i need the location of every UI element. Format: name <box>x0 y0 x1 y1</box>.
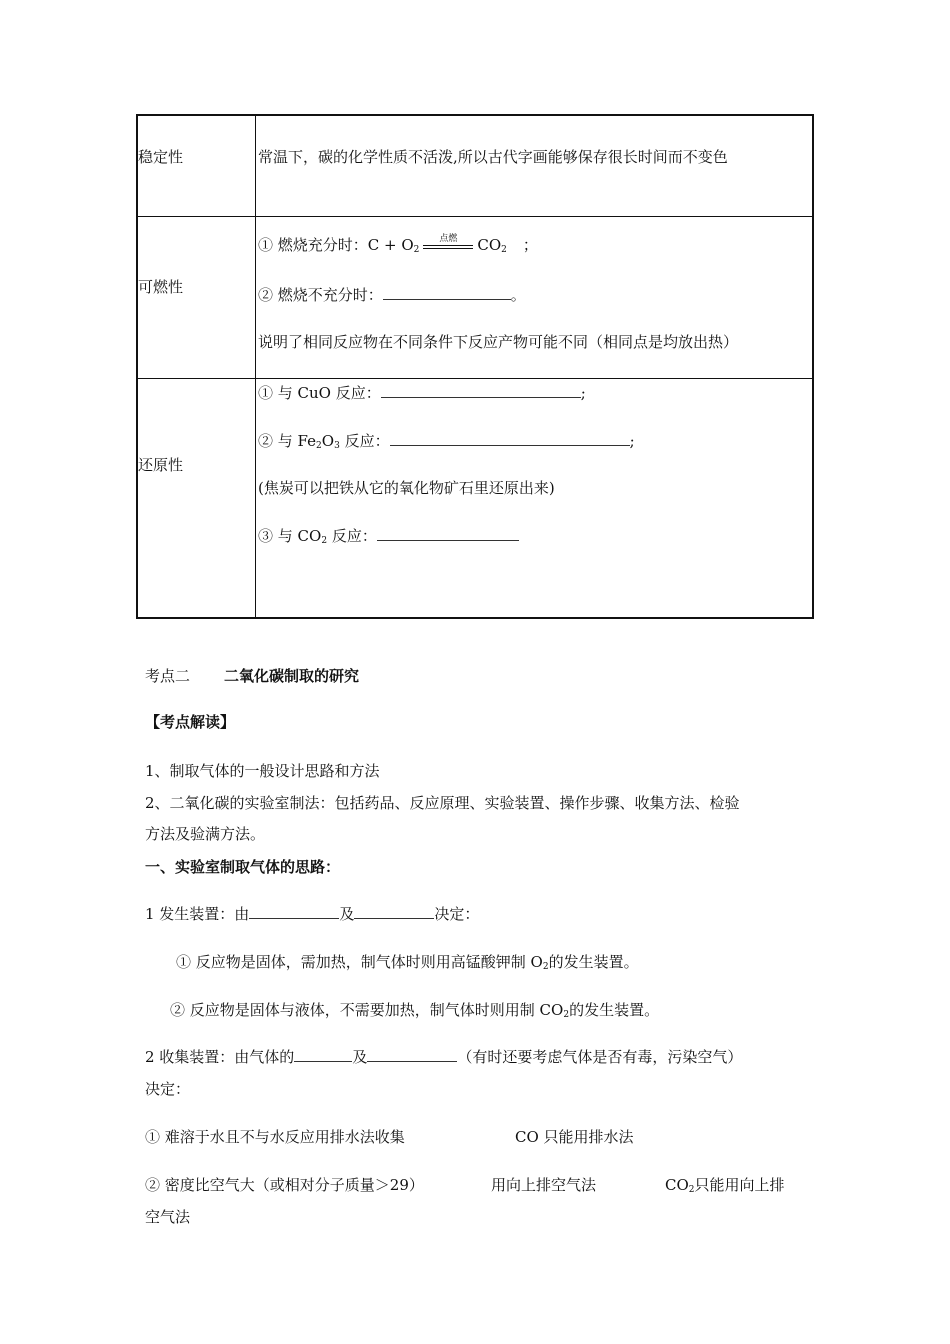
item-2-line1: 2、二氧化碳的实验室制法：包括药品、反应原理、实验装置、操作步骤、收集方法、检验 <box>145 794 740 812</box>
combustion-partial-line <box>258 284 526 305</box>
option-text: ② 反应物是固体与液体，不需要加热，制气体时则用制 CO <box>170 1001 564 1019</box>
formula-part: CO <box>665 1176 689 1194</box>
item-1: 1、制取气体的一般设计思路和方法 <box>145 762 380 780</box>
combustion-partial-text: ② 燃烧不充分时： <box>258 286 383 304</box>
connector: 决定： <box>434 905 480 923</box>
answer-blank[interactable] <box>367 1047 457 1062</box>
answer-blank[interactable] <box>377 526 519 541</box>
item-2-line2: 方法及验满方法。 <box>145 825 266 843</box>
heading-1: 一、实验室制取气体的思路： <box>145 858 341 876</box>
row-divider <box>138 216 812 217</box>
subscript: 2 <box>563 1010 570 1020</box>
answer-blank[interactable] <box>294 1047 352 1062</box>
collect-option-b-method: 用向上排空气法 <box>491 1176 597 1194</box>
reaction-arrow <box>423 234 473 255</box>
reaction-condition: 点燃 <box>439 234 458 244</box>
reaction-label: 反应： <box>339 432 390 450</box>
option-text: 的发生装置。 <box>548 953 639 971</box>
combustion-note: 说明了相同反应物在不同条件下反应产物可能不同（相同点是均放出热） <box>258 333 739 351</box>
subscript: 2 <box>321 536 328 546</box>
coke-note: (焦炭可以把铁从它的氧化物矿石里还原出来) <box>258 479 555 497</box>
row-divider <box>138 378 812 379</box>
product-formula: CO <box>477 236 502 254</box>
fasheng-text: 1 发生装置：由 <box>145 905 250 923</box>
fasheng-option-b <box>170 999 659 1020</box>
shouji-line <box>145 1046 742 1067</box>
subscript: 2 <box>413 245 420 255</box>
answer-blank[interactable] <box>354 904 434 919</box>
subscript: 2 <box>501 245 507 255</box>
kaodian-heading <box>145 665 359 686</box>
answer-blank[interactable] <box>390 431 630 446</box>
answer-blank[interactable] <box>381 383 581 398</box>
collect-option-b-line2: 空气法 <box>145 1208 191 1226</box>
column-divider <box>255 116 256 617</box>
punctuation: 。 <box>510 286 526 304</box>
subscript: 3 <box>334 441 340 451</box>
connector: 及 <box>339 905 355 923</box>
answer-blank[interactable] <box>249 904 339 919</box>
reduce-cuo-text: ① 与 CuO 反应： <box>258 384 381 402</box>
reduce-fe2o3-text: ② 与 Fe <box>258 432 317 450</box>
option-text: ① 反应物是固体，需加热，制气体时则用高锰酸钾制 O <box>176 953 543 971</box>
collect-option-a: ① 难溶于水且不与水反应用排水法收集 <box>145 1128 405 1146</box>
properties-table <box>136 114 814 619</box>
shouji-text: 2 收集装置：由气体的 <box>145 1048 295 1066</box>
property-combustibility-label: 可燃性 <box>138 278 184 296</box>
punctuation: ; <box>580 384 586 402</box>
collect-option-b-note <box>665 1174 785 1195</box>
fasheng-line <box>145 903 479 924</box>
answer-blank[interactable] <box>383 285 511 300</box>
reduce-cuo-line <box>258 382 586 403</box>
connector: 及 <box>352 1048 368 1066</box>
shouji-note: （有时还要考虑气体是否有毒，污染空气） <box>457 1048 743 1066</box>
combustion-full-line <box>258 234 538 255</box>
combustion-full-text: ① 燃烧充分时：C + O <box>258 236 414 254</box>
collect-option-b: ② 密度比空气大（或相对分子质量＞29） <box>145 1176 424 1194</box>
subscript: 2 <box>542 962 549 972</box>
kaodian-jiedu: 【考点解读】 <box>145 713 236 731</box>
stability-description: 常温下，碳的化学性质不活泼,所以古代字画能够保存很长时间而不变色 <box>258 148 728 166</box>
fasheng-option-a <box>176 951 639 972</box>
punctuation: ; <box>629 432 635 450</box>
kaodian-title: 二氧化碳制取的研究 <box>224 667 360 685</box>
reaction-label: 反应： <box>327 527 377 545</box>
shouji-line2: 决定： <box>145 1080 191 1098</box>
reduce-co2-text: ③ 与 CO <box>258 527 322 545</box>
property-stability-label: 稳定性 <box>138 148 184 166</box>
collect-option-a-note: CO 只能用排水法 <box>515 1128 634 1146</box>
subscript: 2 <box>688 1185 695 1195</box>
subscript: 2 <box>316 441 322 451</box>
option-text: 的发生装置。 <box>569 1001 660 1019</box>
kaodian-label: 考点二 <box>145 667 191 685</box>
property-reducibility-label: 还原性 <box>138 456 184 474</box>
formula-part: O <box>321 432 335 450</box>
reduce-fe2o3-line <box>258 430 635 451</box>
punctuation: ； <box>522 236 538 254</box>
option-text: 只能用向上排 <box>694 1176 785 1194</box>
reduce-co2-line <box>258 525 519 546</box>
